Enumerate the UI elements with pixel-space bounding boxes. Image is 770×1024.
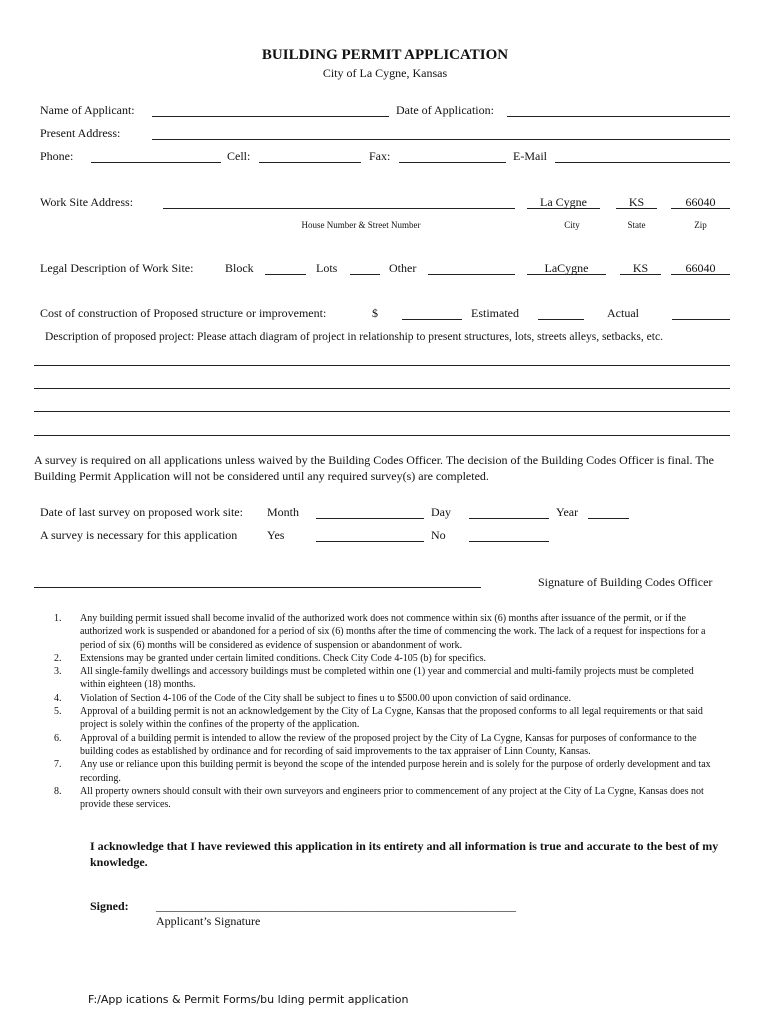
list-item: 7. Any use or reliance upon this building permit is beyond the scope of the intended purpose herein and is solely for the purpose of orderly development and tax recording. [54,759,711,784]
cost-label: Cost of construction of Proposed structure or improvement: [40,306,327,320]
footer-file-path: F:/App ications & Permit Forms/bu lding permit application [88,993,409,1006]
phone-field[interactable] [91,162,221,163]
work-site-zip-value: 66040 [685,195,716,209]
description-line-2[interactable] [34,388,730,389]
survey-notice: A survey is required on all applications unless waived by the Building Codes Officer. The decision of the Building Codes Officer is final. The Building Permit Application will not be considered until any required survey(s) are completed. [34,453,714,483]
actual-label: Actual [607,306,639,320]
work-site-address-label: Work Site Address: [40,195,134,209]
description-label: Description of proposed project: Please attach diagram of project in relationship to present structures, lots, streets alleys, setbacks, etc. [45,331,663,343]
work-site-state-field[interactable] [616,208,657,209]
cost-amount-field[interactable] [402,319,462,320]
description-line-1[interactable] [34,365,730,366]
survey-necessary-label: A survey is necessary for this application [40,528,238,542]
officer-signature-line[interactable] [34,587,481,588]
work-site-city-value: La Cygne [540,195,587,209]
month-label: Month [267,505,300,519]
acknowledgement-text: I acknowledge that I have reviewed this application in its entirety and all information is true and accurate to the best of my knowledge. [90,839,719,869]
zip-caption: Zip [694,220,707,230]
legal-state-value: KS [632,261,649,275]
work-site-zip-field[interactable] [671,208,730,209]
actual-field[interactable] [672,319,730,320]
no-field[interactable] [469,541,549,542]
page-title: BUILDING PERMIT APPLICATION [261,47,509,63]
state-caption: State [627,220,646,230]
year-field[interactable] [588,518,629,519]
work-site-city-field[interactable] [527,208,600,209]
present-address-label: Present Address: [40,126,121,140]
description-line-4[interactable] [34,435,730,436]
present-address-field[interactable] [152,139,730,140]
estimated-label: Estimated [471,306,519,320]
description-line-3[interactable] [34,411,730,412]
fax-label: Fax: [369,149,391,163]
work-site-state-value: KS [628,195,645,209]
block-label: Block [225,261,254,275]
application-date-field[interactable] [507,116,730,117]
city-caption: City [564,220,580,230]
applicant-signature-caption: Applicant’s Signature [156,914,261,928]
yes-field[interactable] [316,541,424,542]
lots-label: Lots [316,261,338,275]
applicant-name-label: Name of Applicant: [40,103,135,117]
list-item: 4. Violation of Section 4-106 of the Code of the City shall be subject to fines u to $500.00 upon conviction of said ordinance. [54,692,571,704]
applicant-signature-line[interactable]: ____________________________________________________________ [156,899,516,913]
other-label: Other [389,261,417,275]
legal-zip-field[interactable] [671,274,730,275]
estimated-field[interactable] [538,319,584,320]
last-survey-label: Date of last survey on proposed work site: [40,505,243,519]
legal-city-field[interactable] [527,274,606,275]
list-item: 5. Approval of a building permit is not an acknowledgement by the City of La Cygne, Kansas that the proposed conforms to all legal requirements or that said project is solely within the confines of the property of the application. [54,706,703,731]
currency-symbol: $ [372,306,378,320]
block-field[interactable] [265,274,306,275]
cell-label: Cell: [227,149,251,163]
yes-label: Yes [267,528,285,542]
cell-field[interactable] [259,162,361,163]
day-label: Day [431,505,451,519]
month-field[interactable] [316,518,424,519]
signed-label: Signed: [90,899,129,913]
list-item: 1. Any building permit issued shall become invalid of the authorized work does not commence within six (6) months after issuance of the permit, or if the authorized work is suspended or abandoned for a period of six (6) months after the time of commencing the work. The lack of a request for inspections for a period of six (6) months will be considered as evidence of suspension or abandonment of work. [54,613,706,651]
list-item: 8. All property owners should consult with their own surveyors and engineers prior to commencement of any project at the City of La Cygne, Kansas does not provide these services. [54,785,704,811]
legal-state-field[interactable] [620,274,661,275]
day-field[interactable] [469,518,549,519]
year-label: Year [556,505,579,519]
no-label: No [431,528,446,542]
email-label: E-Mail [513,149,547,163]
application-date-label: Date of Application: [396,103,494,117]
fax-field[interactable] [399,162,506,163]
page-subtitle: City of La Cygne, Kansas [322,66,448,80]
list-item: 3. All single-family dwellings and accessory buildings must be completed within one (1) year and commercial and multi-family projects must be completed within eighteen (18) months. [54,666,694,691]
legal-description-label: Legal Description of Work Site: [40,261,194,275]
applicant-name-field[interactable] [152,116,389,117]
lots-field[interactable] [350,274,380,275]
email-field[interactable] [555,162,730,163]
list-item: 6. Approval of a building permit is intended to allow the review of the proposed project by the City of La Cygne, Kansas for purposes of conformance to the building codes as established by ordinance and for recording of said improvements to the tax appraiser of Linn County, Kansas. [54,732,697,757]
phone-label: Phone: [40,149,74,163]
other-field[interactable] [428,274,515,275]
list-item: 2. Extensions may be granted under certain limited conditions. Check City Code 4-105 (b) for specifics. [54,652,487,664]
street-caption: House Number & Street Number [301,220,421,230]
legal-zip-value: 66040 [685,261,716,275]
rules-list [48,612,718,811]
legal-city-value: LaCygne [544,261,589,275]
officer-signature-label: Signature of Building Codes Officer [538,575,713,589]
work-site-street-field[interactable] [163,208,515,209]
